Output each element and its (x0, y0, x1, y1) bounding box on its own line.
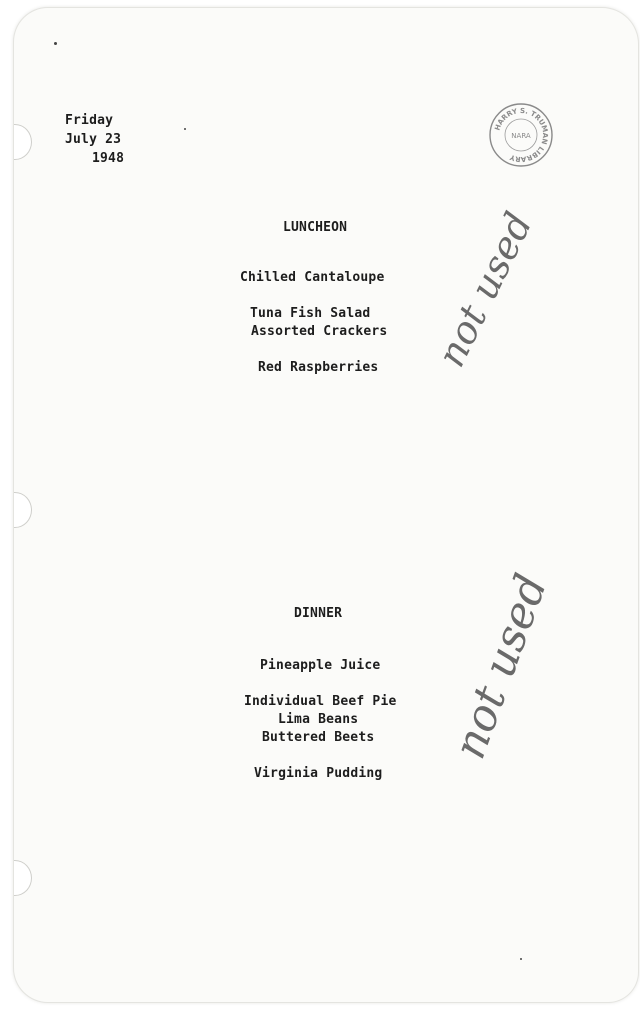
paper-speck (184, 128, 186, 130)
menu-page (14, 8, 638, 1002)
binder-hole-middle (14, 492, 32, 528)
luncheon-item: Tuna Fish Salad (250, 306, 371, 321)
archive-stamp-icon (488, 102, 554, 168)
luncheon-item: Red Raspberries (258, 360, 379, 375)
luncheon-not-used-annotation (422, 198, 562, 388)
dinner-item: Individual Beef Pie (244, 694, 397, 709)
binder-hole-bottom (14, 860, 32, 896)
luncheon-item: Assorted Crackers (251, 324, 388, 339)
date-year: 1948 (92, 151, 125, 166)
date-month-day: July 23 (65, 132, 122, 147)
svg-text:not used: not used (444, 567, 558, 766)
paper-speck (520, 958, 522, 960)
dinner-item: Buttered Beets (262, 730, 375, 745)
luncheon-item: Chilled Cantaloupe (240, 270, 385, 285)
dinner-heading: DINNER (294, 606, 343, 621)
dinner-item: Lima Beans (278, 712, 359, 727)
binder-hole-top (14, 124, 32, 160)
luncheon-heading: LUNCHEON (283, 220, 348, 235)
paper-speck (54, 42, 57, 45)
dinner-not-used-annotation (430, 538, 580, 798)
dinner-item: Pineapple Juice (260, 658, 381, 673)
svg-text:not used: not used (428, 205, 541, 374)
stamp-ring-text: HARRY S. TRUMAN LIBRARY (493, 106, 550, 164)
stamp-center-text: NARA (511, 132, 531, 140)
date-day: Friday (65, 113, 114, 128)
dinner-item: Virginia Pudding (254, 766, 383, 781)
